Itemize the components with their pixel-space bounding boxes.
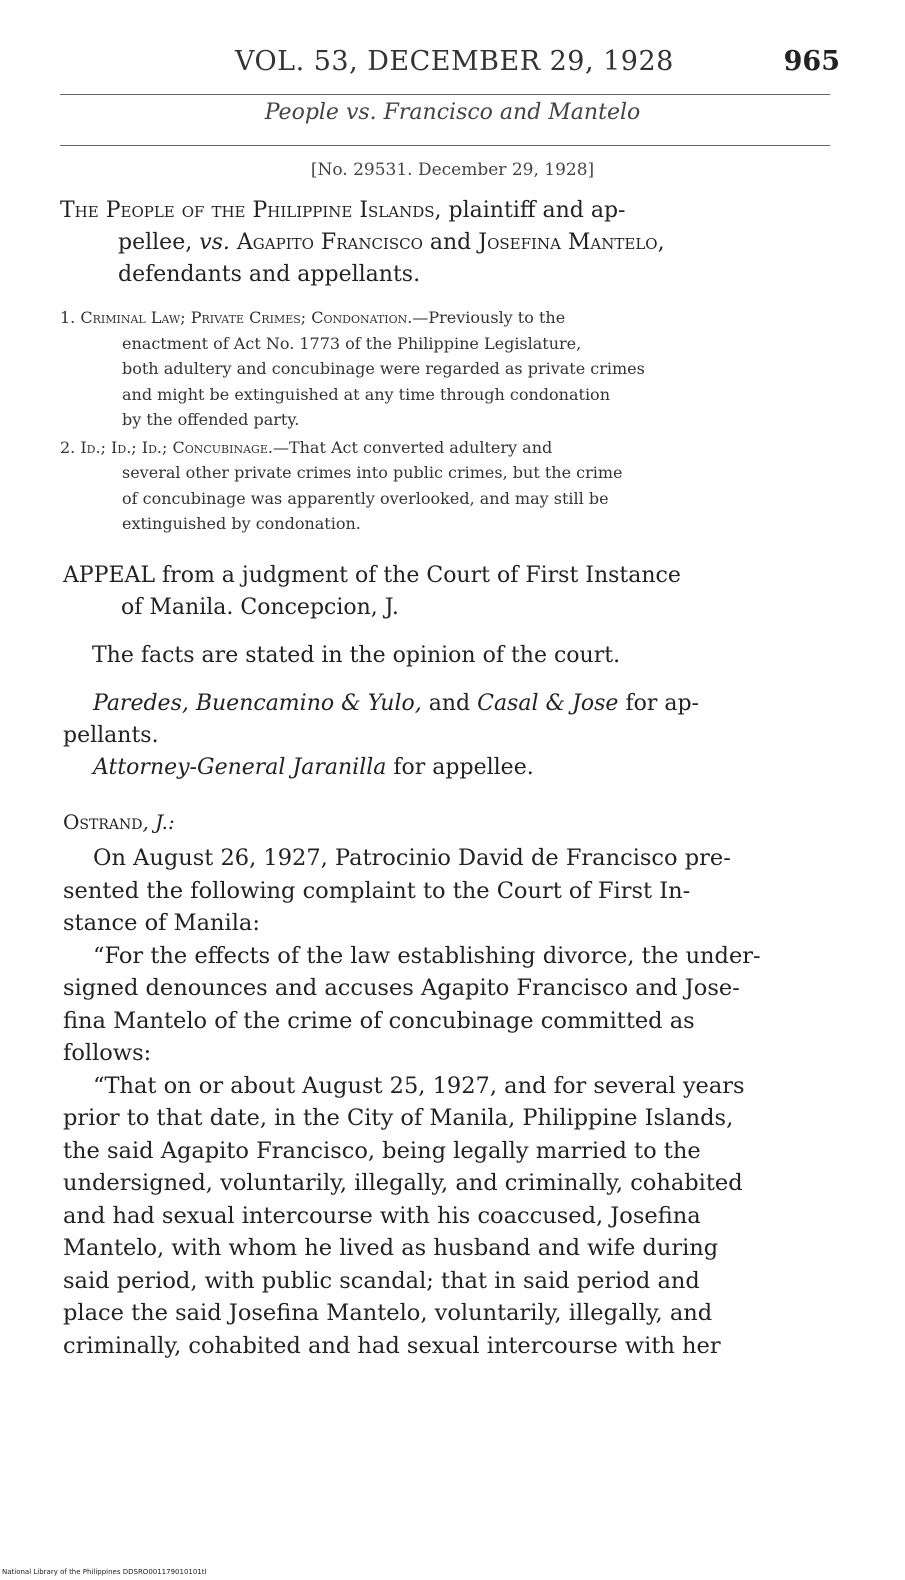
docket-number: [No. 29531. December 29, 1928] <box>310 160 595 180</box>
parties-line-1: The People of the Philippine Islands, plaintiff and ap- <box>60 198 626 223</box>
body-line: signed denounces and accuses Agapito Francisco and Jose- <box>63 975 740 1001</box>
body-line: stance of Manila: <box>63 910 260 936</box>
counsel-block <box>63 688 843 784</box>
body-line: On August 26, 1927, Patrocinio David de Francisco pre- <box>93 845 731 871</box>
body-line: the said Agapito Francisco, being legally married to the <box>63 1137 701 1164</box>
syllabus-line: and might be extinguished at any time through condonation <box>122 384 610 404</box>
syllabus-heading: Id.; Id.; Id.; Concubinage. <box>80 437 273 457</box>
counsel-appellants-cont: pellants. <box>63 723 159 748</box>
appeal-statement <box>63 560 843 624</box>
syllabus-line: 2. Id.; Id.; Id.; Concubinage.—That Act converted adultery and <box>60 437 553 457</box>
body-line: place the said Josefina Mantelo, voluntarily, illegally, and <box>63 1300 713 1326</box>
page-number: 965 <box>783 46 840 77</box>
syllabus-line: of concubinage was apparently overlooked, and may still be <box>122 488 609 508</box>
page-header <box>60 40 840 90</box>
syllabus-item <box>60 435 840 537</box>
body-line: follows: <box>63 1040 152 1066</box>
syllabus <box>60 305 840 539</box>
body-line: “For the effects of the law establishing divorce, the under- <box>93 942 761 969</box>
body-line: prior to that date, in the City of Manila, Philippine Islands, <box>63 1105 734 1131</box>
syllabus-line: both adultery and concubinage were regarded as private crimes <box>122 359 645 378</box>
body-line: said period, with public scandal; that in said period and <box>63 1267 700 1294</box>
appeal-line: of Manila. Concepcion, J. <box>121 595 399 620</box>
running-head: VOL. 53, DECEMBER 29, 1928 <box>235 46 674 77</box>
counsel-appellants: Paredes, Buencamino & Yulo, and Casal & Jose for ap- <box>93 691 699 716</box>
syllabus-heading: Criminal Law; Private Crimes; Condonation. <box>80 308 413 327</box>
syllabus-line: several other private crimes into public crimes, but the crime <box>122 463 623 482</box>
scan-footer: National Library of the Philippines DDSRO001179010101tl <box>2 1568 207 1576</box>
syllabus-item <box>60 305 840 433</box>
facts-statement: The facts are stated in the opinion of the court. <box>92 643 621 668</box>
body-line: sented the following complaint to the Court of First In- <box>63 877 691 904</box>
counsel-appellee: Attorney-General Jaranilla for appellee. <box>93 755 534 780</box>
appeal-line: APPEAL from a judgment of the Court of First Instance <box>63 563 681 588</box>
opinion-author: Ostrand, J.: <box>63 810 175 834</box>
title-rule <box>60 145 830 146</box>
syllabus-line: extinguished by condonation. <box>122 514 361 533</box>
parties-line-2: pellee, vs. Agapito Francisco and Josefina Mantelo, <box>118 230 665 255</box>
opinion-body <box>63 842 843 1362</box>
syllabus-line: by the offended party. <box>122 410 300 429</box>
syllabus-line: enactment of Act No. 1773 of the Philippine Legislature, <box>122 333 582 353</box>
parties-line-3: defendants and appellants. <box>118 262 421 287</box>
header-rule <box>60 94 830 95</box>
syllabus-line: 1. Criminal Law; Private Crimes; Condonation.—Previously to the <box>60 308 566 327</box>
body-line: “That on or about August 25, 1927, and for several years <box>93 1072 745 1099</box>
body-line: undersigned, voluntarily, illegally, and criminally, cohabited <box>63 1170 743 1196</box>
body-line: and had sexual intercourse with his coaccused, Josefina <box>63 1202 701 1229</box>
parties-block <box>60 195 840 291</box>
body-line: Mantelo, with whom he lived as husband and wife during <box>63 1235 719 1261</box>
body-line: fina Mantelo of the crime of concubinage committed as <box>63 1007 695 1034</box>
body-line: criminally, cohabited and had sexual intercourse with her <box>63 1332 721 1359</box>
case-title: People vs. Francisco and Mantelo <box>264 100 641 125</box>
